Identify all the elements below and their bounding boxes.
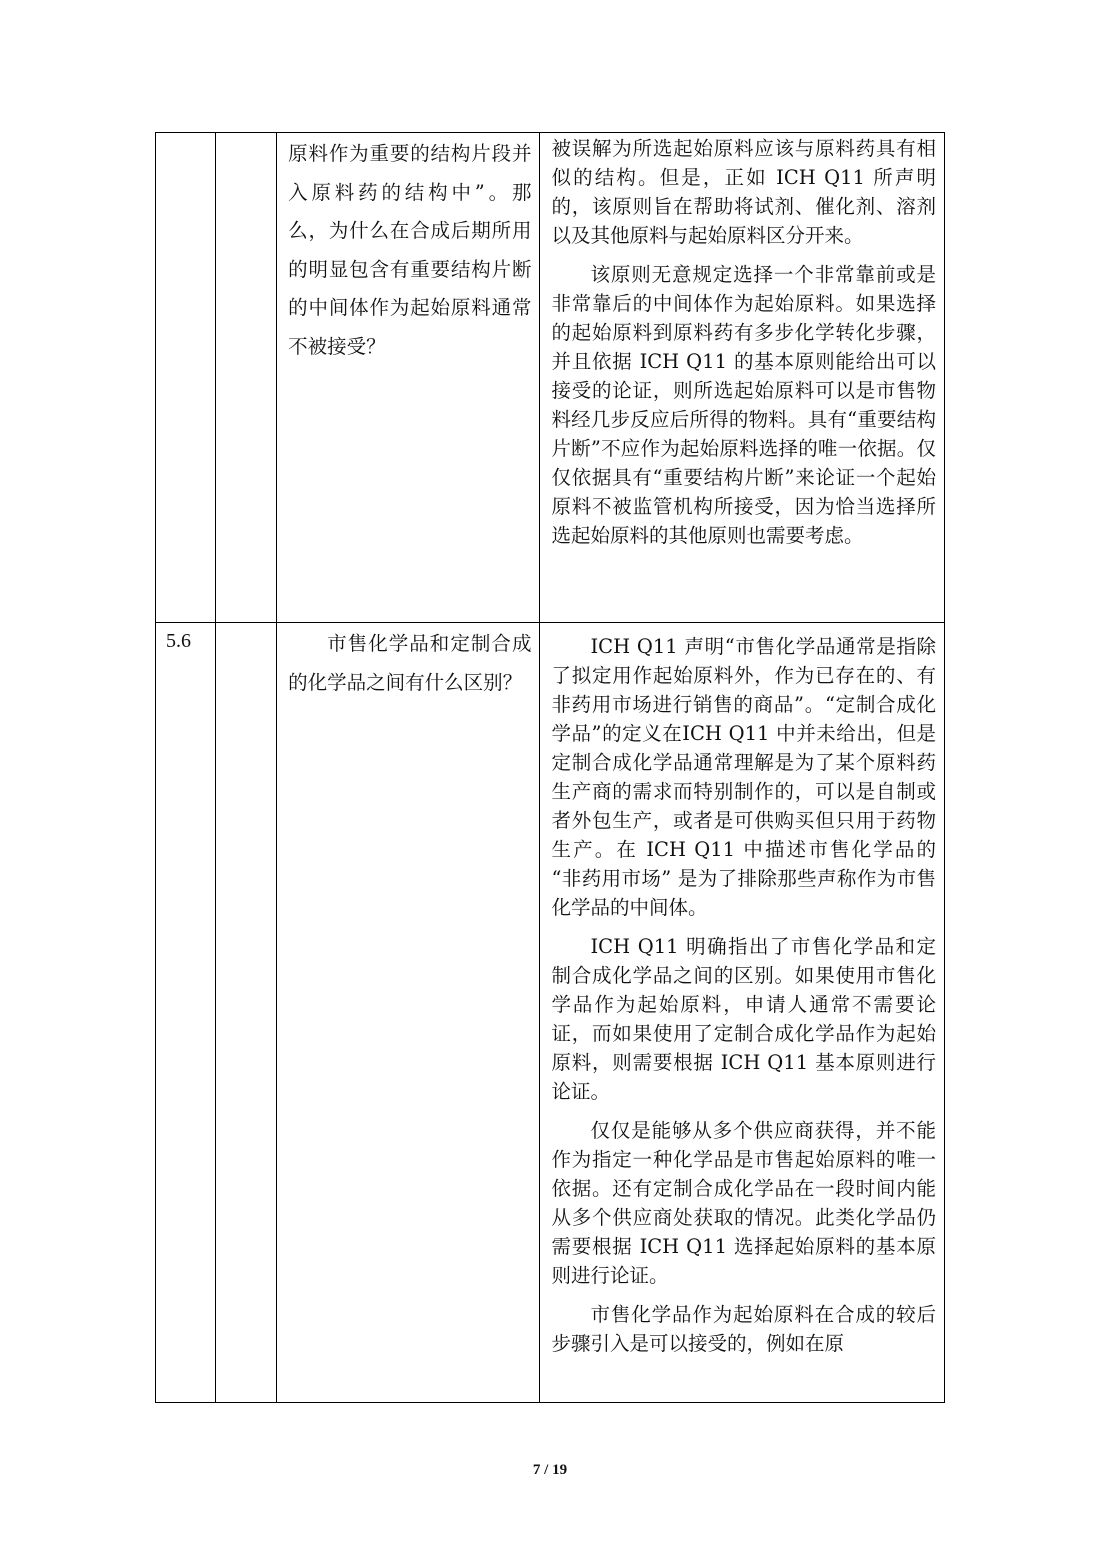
answer-cell <box>540 133 945 623</box>
question-text: 市售化学品和定制合成的化学品之间有什么区别？ <box>288 632 532 694</box>
answer-paragraph: ICH Q11 明确指出了市售化学品和定制合成化学品之间的区别。如果使用市售化学品作为起始原料，申请人通常不需要论证，而如果使用了定制合成化学品作为起始原料，则需要根据 ICH Q11 基本原则进行论证。 <box>551 935 936 1103</box>
answer-paragraph: 市售化学品作为起始原料在合成的较后步骤引入是可以接受的，例如在原 <box>551 1303 936 1355</box>
answer-cell <box>540 623 945 1403</box>
blank-cell <box>216 133 277 623</box>
page-number: 7 / 19 <box>532 1462 568 1478</box>
answer-paragraph: 该原则无意规定选择一个非常靠前或是非常靠后的中间体作为起始原料。如果选择的起始原料到原料药有多步化学转化步骤，并且依据 ICH Q11 的基本原则能给出可以接受的论证，则所选起始原料可以是市售物料经几步反应后所得的物料。具有“重要结构片断”不应作为起始原料选择的唯一依据。仅仅依据具有“重要结构片断”来论证一个起始原料不被监管机构所接受，因为恰当选择所选起始原料的其他原则也需要考虑。 <box>551 263 936 547</box>
question-text: 原料作为重要的结构片段并入原料药的结构中”。那么，为什么在合成后期所用的明显包含有重要结构片断的中间体作为起始原料通常不被接受？ <box>288 142 532 358</box>
blank-cell <box>216 623 277 1403</box>
row-number-cell <box>156 133 216 623</box>
question-cell <box>277 623 540 1403</box>
question-cell <box>277 133 540 623</box>
answer-paragraph: 仅仅是能够从多个供应商获得，并不能作为指定一种化学品是市售起始原料的唯一依据。还有定制合成化学品在一段时间内能从多个供应商处获取的情况。此类化学品仍需要根据 ICH Q11 选择起始原料的基本原则进行论证。 <box>551 1119 936 1287</box>
table-row <box>156 623 945 1403</box>
row-number-cell: 5.6 <box>156 623 216 1403</box>
answer-paragraph: 被误解为所选起始原料应该与原料药具有相似的结构。但是，正如 ICH Q11 所声明的，该原则旨在帮助将试剂、催化剂、溶剂以及其他原料与起始原料区分开来。 <box>551 137 936 247</box>
qa-table <box>155 132 945 1403</box>
table-row <box>156 133 945 623</box>
answer-paragraph: ICH Q11 声明“市售化学品通常是指除了拟定用作起始原料外，作为已存在的、有非药用市场进行销售的商品”。“定制合成化学品”的定义在ICH Q11 中并未给出，但是定制合成化学品通常理解是为了某个原料药生产商的需求而特别制作的，可以是自制或者外包生产，或者是可供购买但只用于药物生产。在 ICH Q11 中描述市售化学品的 “非药用市场” 是为了排除那些声称作为市售化学品的中间体。 <box>551 635 936 919</box>
